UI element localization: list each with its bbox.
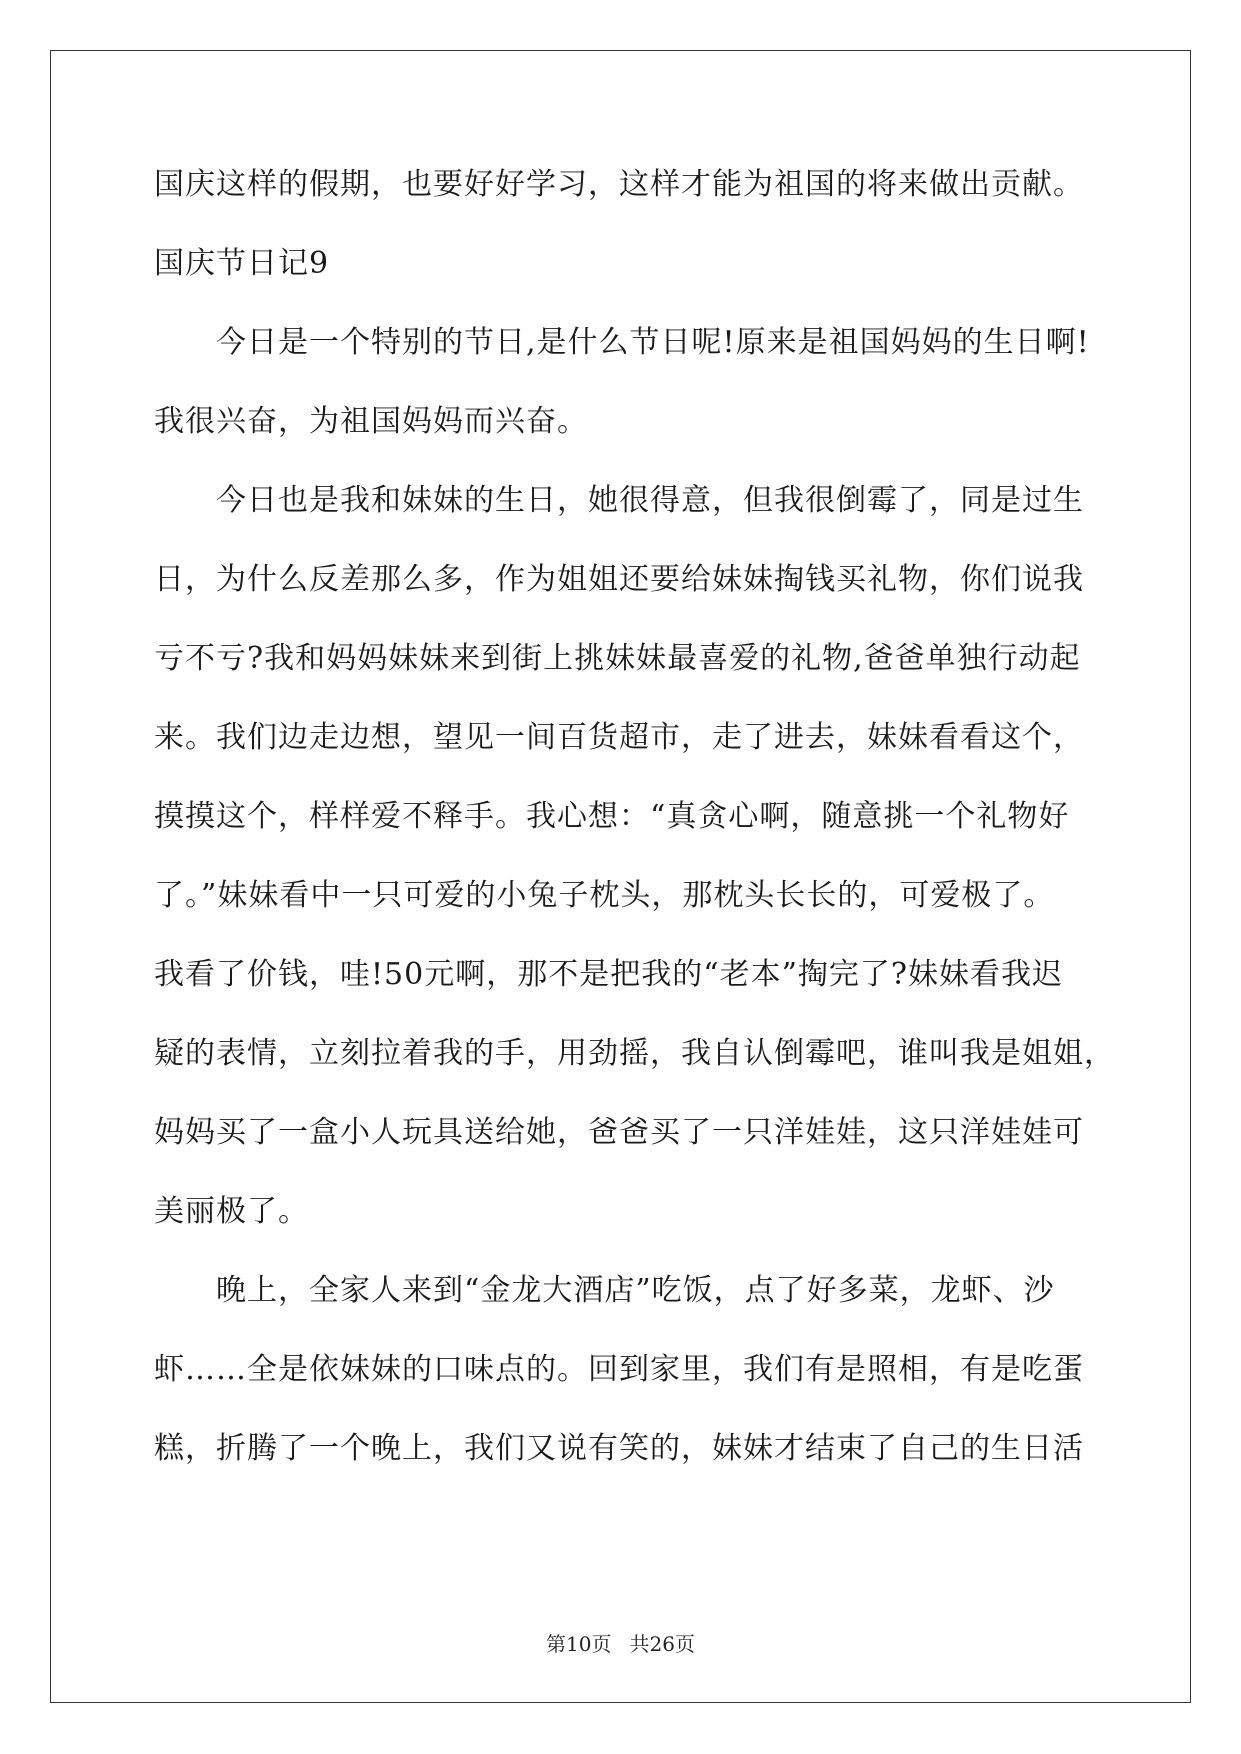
text-line: 摸摸这个，样样爱不释手。我心想：“真贪心啊，随意挑一个礼物好 xyxy=(154,799,1070,834)
text-line: 日，为什么反差那么多，作为姐姐还要给妹妹掏钱买礼物，你们说我 xyxy=(154,562,1084,597)
text-line: 美丽极了。 xyxy=(154,1194,309,1229)
text-line: 我很兴奋，为祖国妈妈而兴奋。 xyxy=(154,404,588,439)
text-line: 来。我们边走边想，望见一间百货超市，走了进去，妹妹看看这个， xyxy=(154,720,1084,755)
text-line: 糕，折腾了一个晚上，我们又说有笑的，妹妹才结束了自己的生日活 xyxy=(154,1431,1084,1466)
page-number: 第10页 xyxy=(546,1632,612,1656)
text-line: 疑的表情，立刻拉着我的手，用劲摇，我自认倒霉吧，谁叫我是姐姐， xyxy=(154,1036,1115,1071)
text-line: 我看了价钱，哇!50元啊，那不是把我的“老本”掏完了?妹妹看我迟 xyxy=(154,957,1063,992)
text-line: 亏不亏?我和妈妈妹妹来到街上挑妹妹最喜爱的礼物,爸爸单独行动起 xyxy=(154,641,1081,676)
page-footer xyxy=(0,1628,1241,1657)
text-line: 国庆这样的假期，也要好好学习，这样才能为祖国的将来做出贡献。 xyxy=(154,167,1084,202)
total-pages: 共26页 xyxy=(629,1632,695,1656)
text-line: 今日也是我和妹妹的生日，她很得意，但我很倒霉了，同是过生 xyxy=(216,483,1084,518)
text-line: 晚上，全家人来到“金龙大酒店”吃饭，点了好多菜，龙虾、沙 xyxy=(216,1273,1055,1308)
text-line: 虾……全是依妹妹的口味点的。回到家里，我们有是照相，有是吃蛋 xyxy=(154,1352,1084,1387)
document-body xyxy=(154,163,1114,1506)
text-line: 妈妈买了一盒小人玩具送给她，爸爸买了一只洋娃娃，这只洋娃娃可 xyxy=(154,1115,1084,1150)
text-line: 今日是一个特别的节日,是什么节日呢!原来是祖国妈妈的生日啊! xyxy=(216,325,1090,360)
text-line: 了。”妹妹看中一只可爱的小兔子枕头，那枕头长长的，可爱极了。 xyxy=(154,878,1055,913)
section-title: 国庆节日记9 xyxy=(154,246,330,281)
